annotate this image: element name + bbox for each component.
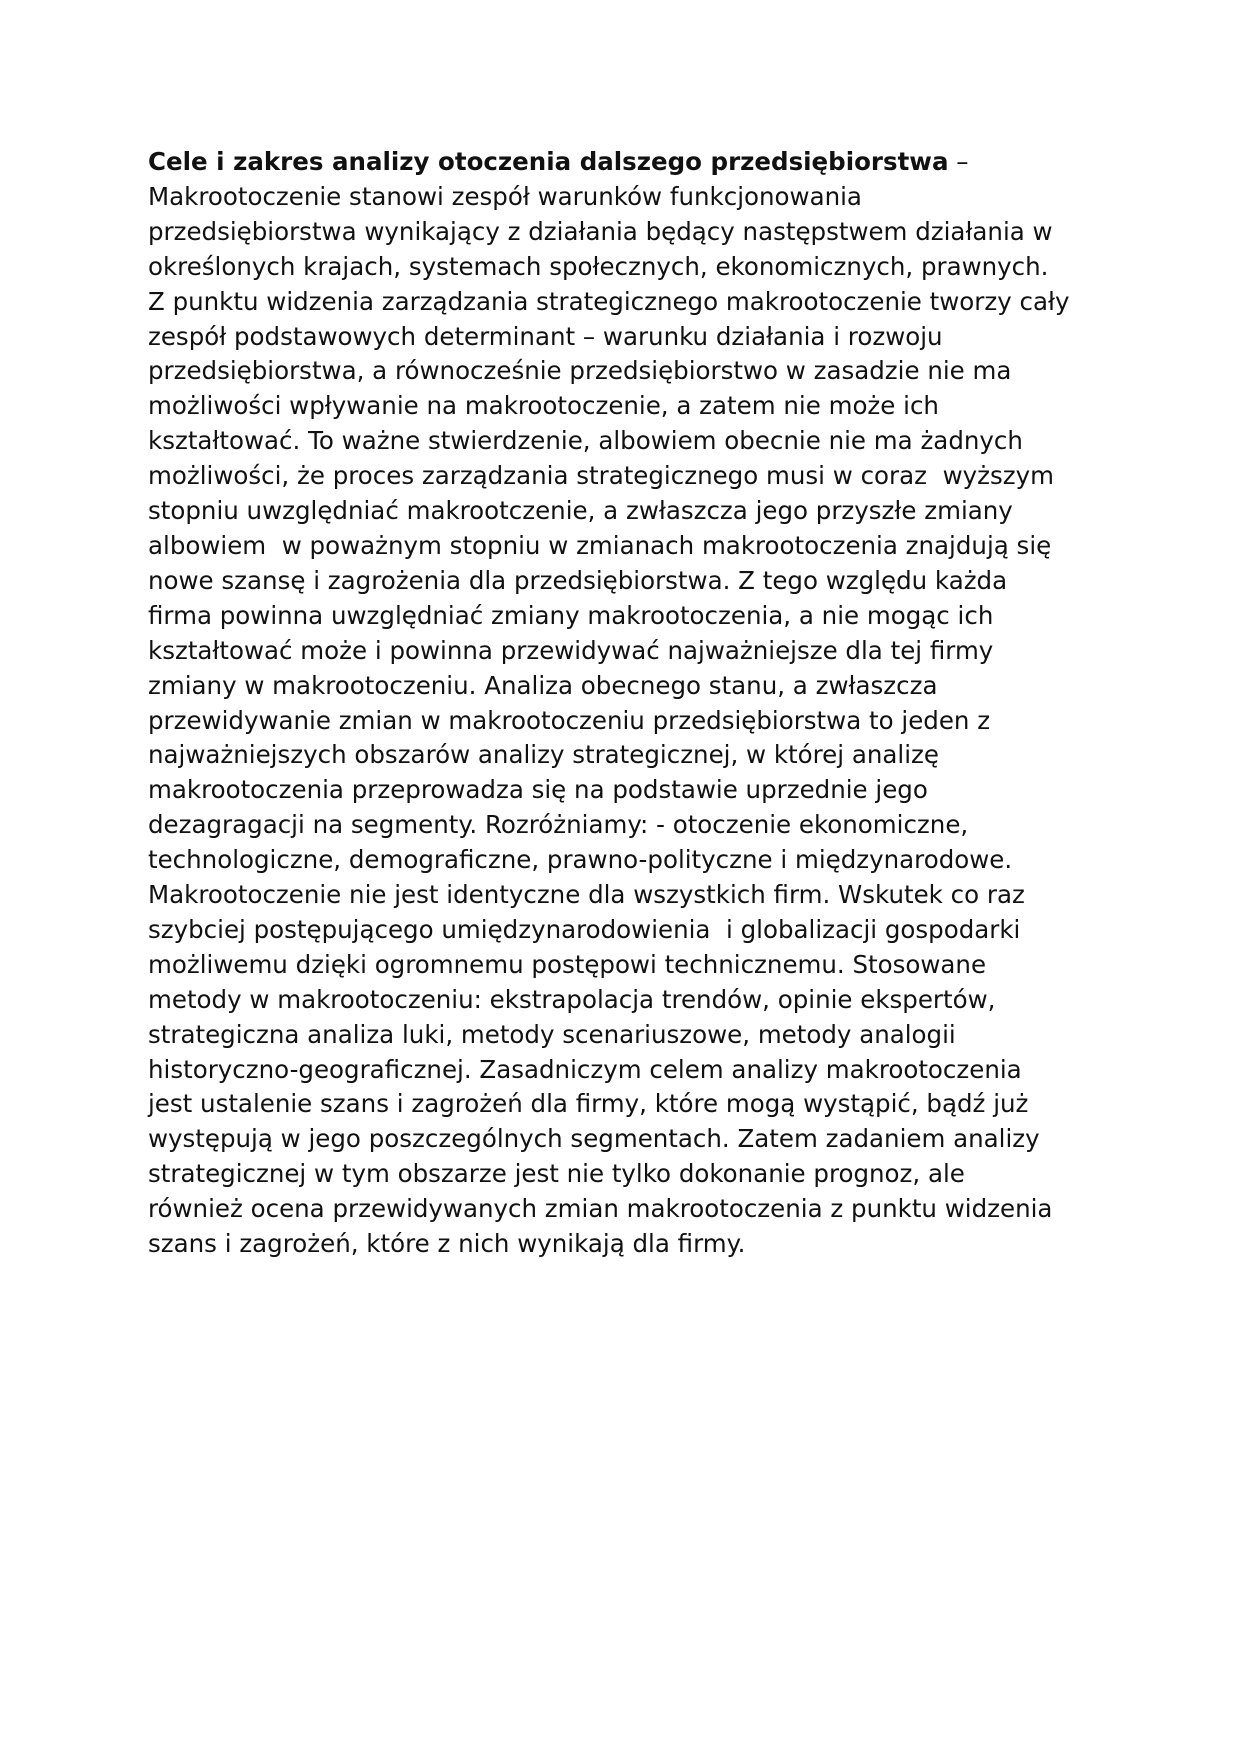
body-line: szybciej postępującego umiędzynarodowienia i globalizacji gospodarki [148, 914, 1021, 944]
body-line: dezagragacji na segmenty. Rozróżniamy: - otoczenie ekonomiczne, [148, 810, 969, 840]
body-line: przedsiębiorstwa, a równocześnie przedsiębiorstwo w zasadzie nie ma [148, 356, 1012, 386]
body-line: możliwości, że proces zarządzania strategicznego musi w coraz wyższym [148, 461, 1054, 491]
body-line: możliwości wpływanie na makrootoczenie, a zatem nie może ich [148, 391, 939, 421]
body-line: technologiczne, demograficzne, prawno-polityczne i międzynarodowe. [148, 845, 1013, 875]
body-line: firma powinna uwzględniać zmiany makrootoczenia, a nie mogąc ich [148, 600, 994, 630]
heading-line [148, 145, 1128, 180]
body-line: nowe szansę i zagrożenia dla przedsiębiorstwa. Z tego względu każda [148, 565, 1008, 595]
body-line: strategiczna analiza luki, metody scenariuszowe, metody analogii [148, 1019, 956, 1049]
body-line: jest ustalenie szans i zagrożeń dla firmy, które mogą wystąpić, bądź już [148, 1089, 1029, 1119]
body-line: makrootoczenia przeprowadza się na podstawie uprzednie jego [148, 775, 928, 805]
title-dash: – [948, 147, 969, 176]
body-line: najważniejszych obszarów analizy strategicznej, w której analizę [148, 740, 939, 770]
body-line: przewidywanie zmian w makrootoczeniu przedsiębiorstwa to jeden z [148, 705, 991, 735]
body-line: historyczno-geograficznej. Zasadniczym celem analizy makrootoczenia [148, 1054, 1022, 1084]
body-line: kształtować może i powinna przewidywać najważniejsze dla tej firmy [148, 635, 994, 665]
body-line: możliwemu dzięki ogromnemu postępowi technicznemu. Stosowane [148, 949, 987, 979]
body-line: również ocena przewidywanych zmian makrootoczenia z punktu widzenia [148, 1194, 1053, 1224]
body-line: metody w makrootoczeniu: ekstrapolacja trendów, opinie ekspertów, [148, 984, 996, 1014]
document-body [148, 145, 1128, 1262]
body-line: strategicznej w tym obszarze jest nie tylko dokonanie prognoz, ale [148, 1159, 965, 1189]
body-line: określonych krajach, systemach społecznych, ekonomicznych, prawnych. [148, 251, 1049, 281]
body-line: Makrootoczenie stanowi zespół warunków funkcjonowania [148, 181, 862, 211]
body-line: przedsiębiorstwa wynikający z działania będący następstwem działania w [148, 216, 1053, 246]
body-line: zespół podstawowych determinant – warunku działania i rozwoju [148, 321, 943, 351]
body-line: Z punktu widzenia zarządzania strategicznego makrootoczenie tworzy cały [148, 286, 1070, 316]
body-line: zmiany w makrootoczeniu. Analiza obecnego stanu, a zwłaszcza [148, 670, 938, 700]
body-line: albowiem w poważnym stopniu w zmianach makrootoczenia znajdują się [148, 530, 1052, 560]
body-line: kształtować. To ważne stwierdzenie, albowiem obecnie nie ma żadnych [148, 426, 1023, 456]
body-line: stopniu uwzględniać makrootczenie, a zwłaszcza jego przyszłe zmiany [148, 496, 1013, 526]
body-line: Makrootoczenie nie jest identyczne dla wszystkich firm. Wskutek co raz [148, 880, 1025, 910]
body-line: występują w jego poszczególnych segmentach. Zatem zadaniem analizy [148, 1124, 1040, 1154]
body-line: szans i zagrożeń, które z nich wynikają dla firmy. [148, 1229, 746, 1259]
document-title: Cele i zakres analizy otoczenia dalszego przedsiębiorstwa [148, 147, 949, 176]
